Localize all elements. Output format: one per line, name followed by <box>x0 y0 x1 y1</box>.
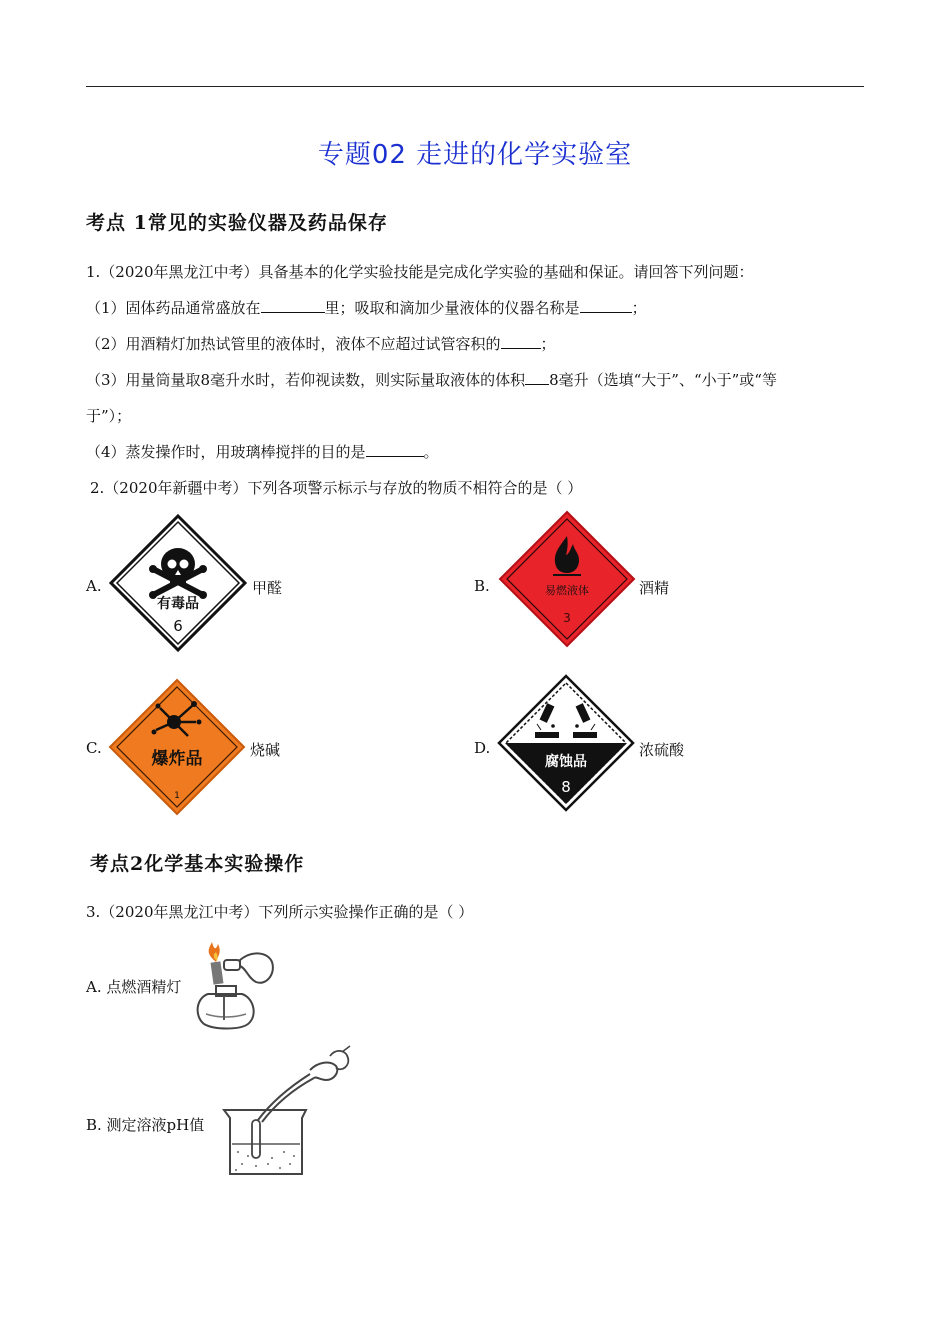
answer-blank[interactable] <box>525 370 549 385</box>
q2-option-b-letter[interactable]: B. <box>474 577 490 595</box>
answer-blank[interactable] <box>501 334 541 349</box>
sign-class-number: 1 <box>174 791 180 801</box>
q1-stem: 1.（2020年黑龙江中考）具备基本的化学实验技能是完成化学实验的基础和保证。请回答下列问题： <box>86 263 754 281</box>
q1-part4: （4）蒸发操作时，用玻璃棒搅拌的目的是 。 <box>86 443 439 461</box>
q2-option-c-letter[interactable]: C. <box>86 739 102 757</box>
toxic-hazard-sign-icon <box>109 514 247 652</box>
q2-option-d-letter[interactable]: D. <box>474 739 491 757</box>
sign-label: 易燃液体 <box>545 584 589 597</box>
sign-class-number: 6 <box>173 617 183 635</box>
sign-class-number: 8 <box>561 778 571 796</box>
sign-label: 有毒品 <box>157 596 199 612</box>
q2-option-a-letter[interactable]: A. <box>86 577 102 595</box>
q2-option-b-substance: 酒精 <box>639 579 670 597</box>
section-heading-2: 考点2化学基本实验操作 <box>90 853 305 875</box>
q1-part3: （3）用量筒量取8毫升水时，若仰视读数，则实际量取液体的体积 8毫升（选填“大于”、“小于”或“等 <box>86 371 777 389</box>
q3-option-b-label[interactable]: B. 测定溶液pH值 <box>86 1116 205 1134</box>
header-rule <box>86 86 864 87</box>
q1-part2: （2）用酒精灯加热试管里的液体时，液体不应超过试管容积的 ； <box>86 335 556 353</box>
q2-option-d-substance: 浓硫酸 <box>639 741 685 759</box>
sign-label: 爆炸品 <box>151 749 203 769</box>
q2-stem: 2.（2020年新疆中考）下列各项警示标示与存放的物质不相符合的是（ ） <box>90 479 583 497</box>
q3-option-a-label[interactable]: A. 点燃酒精灯 <box>86 978 182 996</box>
q1-part3-cont: 于”）； <box>86 407 132 425</box>
corrosive-sign-icon <box>497 674 635 812</box>
q2-option-a-substance: 甲醛 <box>252 579 283 597</box>
page-title: 专题02 走进的化学实验室 <box>317 140 633 170</box>
answer-blank[interactable] <box>366 442 424 457</box>
flammable-liquid-sign-icon <box>498 510 636 648</box>
q3-stem: 3.（2020年黑龙江中考）下列所示实验操作正确的是（ ） <box>86 903 474 921</box>
q2-option-c-substance: 烧碱 <box>250 741 281 759</box>
sign-class-number: 3 <box>563 611 571 625</box>
beaker-ph-test-icon <box>218 1044 358 1178</box>
section-heading-1: 考点 1常见的实验仪器及药品保存 <box>86 212 388 234</box>
explosive-sign-icon <box>108 678 246 816</box>
alcohol-lamp-icon <box>188 936 278 1032</box>
q1-part1: （1）固体药品通常盛放在 里；吸取和滴加少量液体的仪器名称是 ； <box>86 299 647 317</box>
sign-label: 腐蚀品 <box>545 754 587 770</box>
answer-blank[interactable] <box>261 298 325 313</box>
answer-blank[interactable] <box>580 298 632 313</box>
